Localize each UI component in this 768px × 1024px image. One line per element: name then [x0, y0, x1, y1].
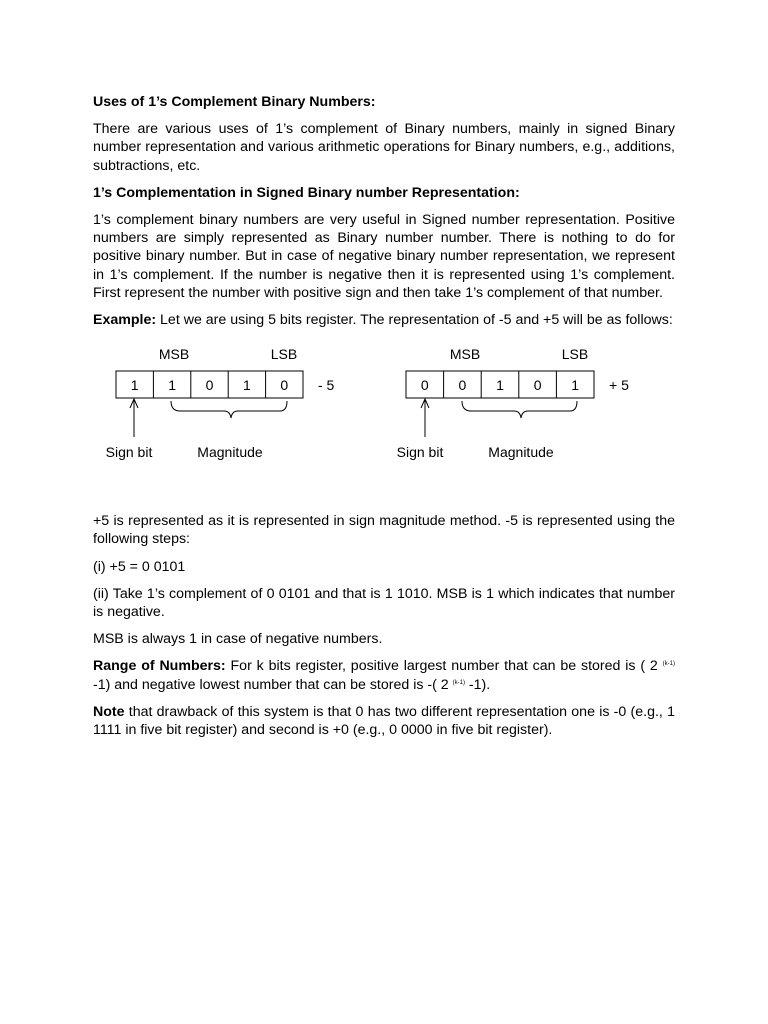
- msb-label-positive: MSB: [449, 346, 481, 363]
- lsb-label-positive: LSB: [561, 346, 589, 363]
- bit-negative-2: 0: [205, 377, 214, 394]
- bit-positive-2: 1: [496, 377, 504, 394]
- msb-label-negative: MSB: [158, 346, 190, 363]
- bit-positive-4: 1: [571, 377, 580, 394]
- step-one: (i) +5 = 0 0101: [93, 558, 186, 575]
- bit-negative-4: 0: [280, 377, 289, 394]
- note-label: Note: [93, 703, 125, 720]
- paragraph-range: [93, 657, 675, 693]
- paragraph-signed-representation: 1’s complement binary numbers are very useful in Signed number representation. Positive numbers are simply represented as Binary number number. There is nothing to do for positive binary number. But in case of negative binary number representation, we represent in 1’s complement. If the number is negative then it is represented using 1’s complement. First represent the number with positive sign and then take 1’s complement of that number.: [93, 212, 675, 301]
- lsb-label-negative: LSB: [270, 346, 298, 363]
- range-label: Range of Numbers:: [93, 658, 226, 675]
- bit-negative-1: 1: [168, 377, 176, 394]
- paragraph-sign-magnitude: +5 is represented as it is represented in sign magnitude method. -5 is represented using the following steps:: [93, 513, 675, 548]
- sign-bit-label-positive: Sign bit: [396, 444, 444, 461]
- bit-positive-0: 0: [420, 377, 429, 394]
- range-text-c: -1).: [464, 676, 491, 693]
- register-figure: [93, 338, 675, 503]
- paragraph-note: [93, 703, 675, 739]
- step-two: (ii) Take 1’s complement of 0 0101 and that is 1 1010. MSB is 1 which indicates that number is negative.: [93, 585, 675, 621]
- example-text: Let we are using 5 bits register. The representation of -5 and +5 will be as follows:: [156, 312, 673, 329]
- paragraph-uses: There are various uses of 1’s complement of Binary numbers, mainly in signed Binary number representation and various arithmetic operations for Binary numbers, e.g., additions, subtractions, etc.: [93, 121, 675, 174]
- magnitude-label-positive: Magnitude: [488, 444, 554, 461]
- magnitude-brace-negative: [171, 401, 287, 418]
- document-body: [93, 93, 675, 748]
- sign-bit-label-negative: Sign bit: [105, 444, 153, 461]
- bit-negative-0: 1: [130, 377, 139, 394]
- magnitude-label-negative: Magnitude: [197, 444, 263, 461]
- bit-positive-1: 0: [458, 377, 467, 394]
- range-exponent-2: (k-1): [452, 679, 465, 686]
- value-label-positive: + 5: [609, 377, 629, 394]
- heading-signed-representation: 1’s Complementation in Signed Binary number Representation:: [93, 184, 520, 201]
- paragraph-example: [93, 311, 675, 329]
- bit-positive-3: 0: [533, 377, 542, 394]
- example-label: Example:: [93, 312, 157, 329]
- paragraph-msb-negative: MSB is always 1 in case of negative numbers.: [93, 631, 383, 648]
- register-negative: [106, 346, 335, 460]
- value-label-negative: - 5: [318, 377, 335, 394]
- register-positive: [397, 346, 629, 460]
- note-text: that drawback of this system is that 0 has two different representation one is -0 (e.g., 1 1111 in five bit register) and second is +0 (e.g., 0 0000 in five bit register).: [93, 703, 675, 739]
- magnitude-brace-positive: [462, 401, 577, 418]
- heading-uses: Uses of 1’s Complement Binary Numbers:: [93, 94, 376, 110]
- range-text-a: For k bits register, positive largest number that can be stored is ( 2: [225, 658, 663, 675]
- register-diagram: [0, 338, 768, 503]
- bit-negative-3: 1: [243, 377, 251, 394]
- range-text-b: -1) and negative lowest number that can be stored is -( 2: [93, 676, 453, 693]
- range-exponent-1: (k-1): [662, 661, 676, 668]
